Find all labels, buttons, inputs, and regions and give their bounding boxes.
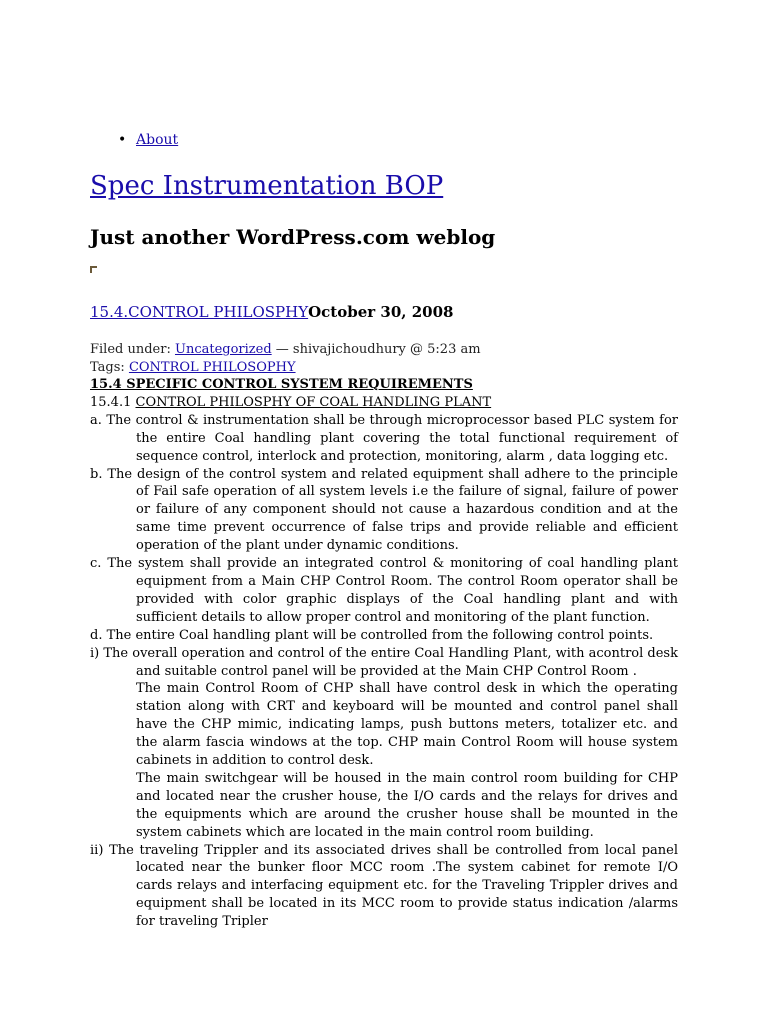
author-time: — shivajichoudhury @ 5:23 am: [275, 342, 481, 357]
bullet-icon: •: [118, 132, 127, 148]
subsection-title: CONTROL PHILOSPHY OF COAL HANDLING PLANT: [135, 394, 492, 410]
post-content: [90, 376, 678, 931]
site-tagline: Just another WordPress.com weblog: [90, 225, 496, 249]
broken-image-icon: [90, 266, 98, 274]
post-date: October 30, 2008: [308, 303, 454, 321]
paragraph-c: c. The system shall provide an integrated control & monitoring of coal handling plant equipment from a Main CHP Control Room. The control Room operator shall be provided with color graphic displays of the Coal handling plant and with sufficient details to allow proper control and monitoring of the plant function.: [90, 556, 678, 625]
tag-link[interactable]: CONTROL PHILOSOPHY: [128, 360, 296, 375]
about-link[interactable]: About: [136, 132, 179, 148]
post-meta-filed: [90, 341, 481, 358]
paragraph-i-detail-1: The main Control Room of CHP shall have control desk in which the operating station along with CRT and keyboard will be mounted and control panel shall have the CHP mimic, indicating lamps, push buttons meters, totalizer etc. and the alarm fascia windows at the top. CHP main Control Room will house system cabinets in addition to control desk.: [136, 681, 678, 769]
post-meta-tags: [90, 359, 296, 376]
paragraph-a: a. The control & instrumentation shall be through microprocessor based PLC system for the entire Coal handling plant covering the total functional requirement of sequence control, interlock and protection, monitoring, alarm , data logging etc.: [90, 412, 678, 464]
category-link[interactable]: Uncategorized: [174, 342, 272, 357]
tags-label: Tags:: [90, 360, 125, 375]
post-heading: [90, 302, 453, 322]
nav-menu: [118, 131, 178, 150]
paragraph-ii: ii) The traveling Trippler and its associated drives shall be controlled from local panel located near the bunker floor MCC room .The system cabinet for remote I/O cards relays and interfacing equipment etc. for the Traveling Trippler drives and equipment shall be located in its MCC room to provide status indication /alarms for traveling Tripler: [90, 842, 678, 930]
section-heading: 15.4 SPECIFIC CONTROL SYSTEM REQUIREMENTS: [90, 377, 473, 392]
paragraph-d: d. The entire Coal handling plant will be controlled from the following control points.: [90, 627, 654, 643]
site-title: [90, 168, 443, 204]
paragraph-b: b. The design of the control system and related equipment shall adhere to the principle of Fail safe operation of all system levels i.e the failure of signal, failure of power or failure of any component should not cause a hazardous condition and at the same time prevent occurrence of false trips and provide reliable and efficient operation of the plant under dynamic conditions.: [90, 466, 678, 554]
subsection-number: 15.4.1: [90, 394, 132, 410]
post-title-link[interactable]: 15.4.CONTROL PHILOSPHY: [90, 303, 309, 321]
paragraph-i: i) The overall operation and control of the entire Coal Handling Plant, with acontrol desk and suitable control panel will be provided at the Main CHP Control Room .: [90, 645, 678, 679]
subsection-heading: [90, 394, 678, 412]
filed-under-label: Filed under:: [90, 342, 171, 357]
site-title-link[interactable]: Spec Instrumentation BOP: [90, 171, 444, 201]
paragraph-i-detail-2: The main switchgear will be housed in the main control room building for CHP and located near the crusher house, the I/O cards and the relays for drives and the equipments which are around the crusher house shall be mounted in the system cabinets which are located in the main control room building.: [136, 770, 678, 840]
nav-item-about: [118, 131, 178, 150]
